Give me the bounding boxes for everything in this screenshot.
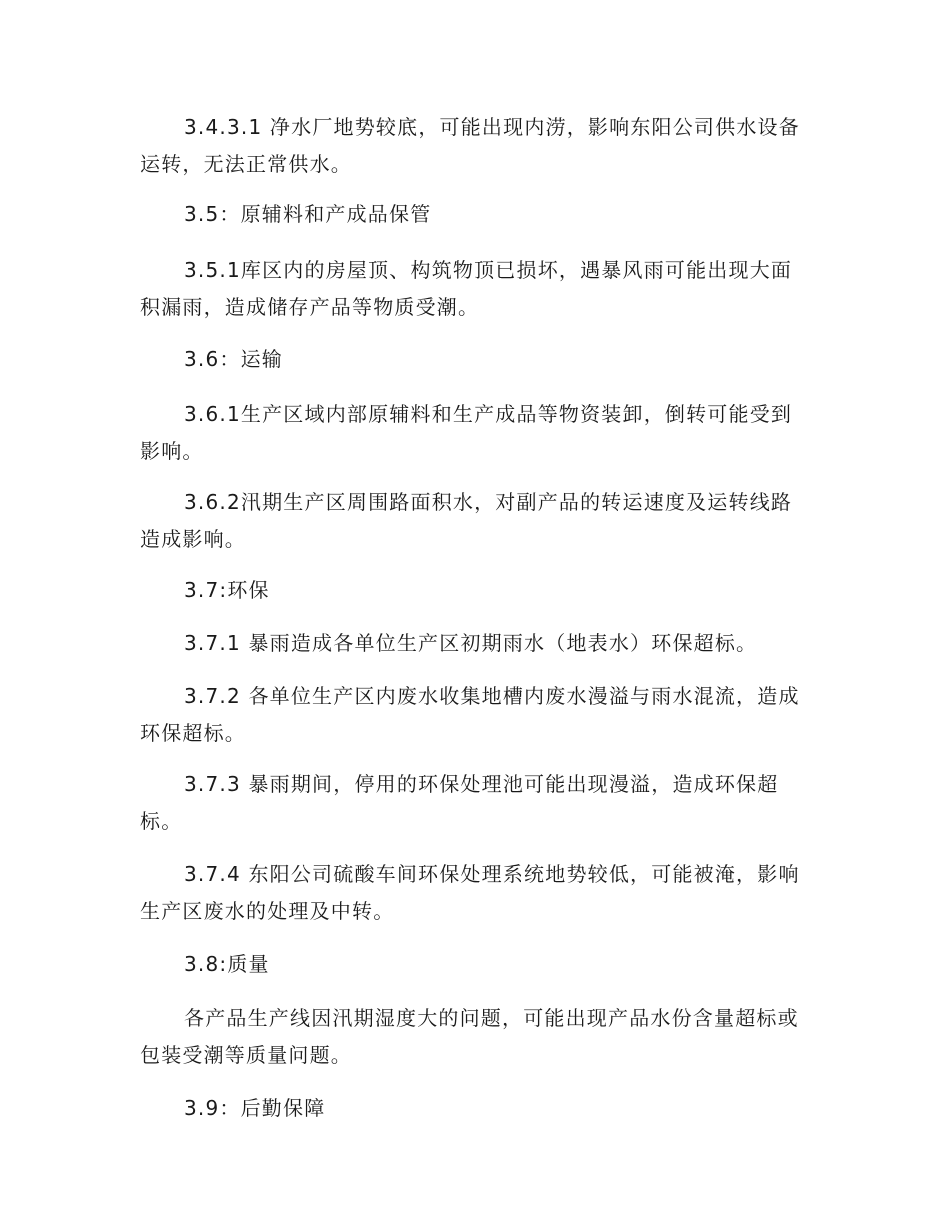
heading-3-5: 3.5：原辅料和产成品保管 [184,202,432,226]
heading-3-6: 3.6：运输 [184,347,284,371]
paragraph-3-6-2: 3.6.2汛期生产区周围路面积水，对副产品的转运速度及运转线路造成影响。 [140,490,793,551]
paragraph-3-5-1: 3.5.1库区内的房屋顶、构筑物顶已损坏，遇暴风雨可能出现大面积漏雨，造成储存产品等物质受潮。 [140,258,793,319]
paragraph-3-6-1: 3.6.1生产区域内部原辅料和生产成品等物资装卸，倒转可能受到影响。 [140,402,793,463]
paragraph-3-7-2: 3.7.2 各单位生产区内废水收集地槽内废水漫溢与雨水混流，造成环保超标。 [140,684,800,745]
paragraph-quality: 各产品生产线因汛期湿度大的问题，可能出现产品水份含量超标或包装受潮等质量问题。 [140,1006,799,1067]
heading-3-7: 3.7:环保 [184,578,270,602]
paragraph-3-7-4: 3.7.4 东阳公司硫酸车间环保处理系统地势较低，可能被淹，影响生产区废水的处理及中转。 [140,862,800,923]
paragraph-3-7-3: 3.7.3 暴雨期间，停用的环保处理池可能出现漫溢，造成环保超标。 [140,772,779,833]
heading-3-8: 3.8:质量 [184,952,270,976]
paragraph-3-7-1: 3.7.1 暴雨造成各单位生产区初期雨水（地表水）环保超标。 [184,631,758,655]
paragraph-3-4-3-1: 3.4.3.1 净水厂地势较底，可能出现内涝，影响东阳公司供水设备运转，无法正常供水。 [140,115,800,176]
heading-3-9: 3.9：后勤保障 [184,1096,326,1120]
